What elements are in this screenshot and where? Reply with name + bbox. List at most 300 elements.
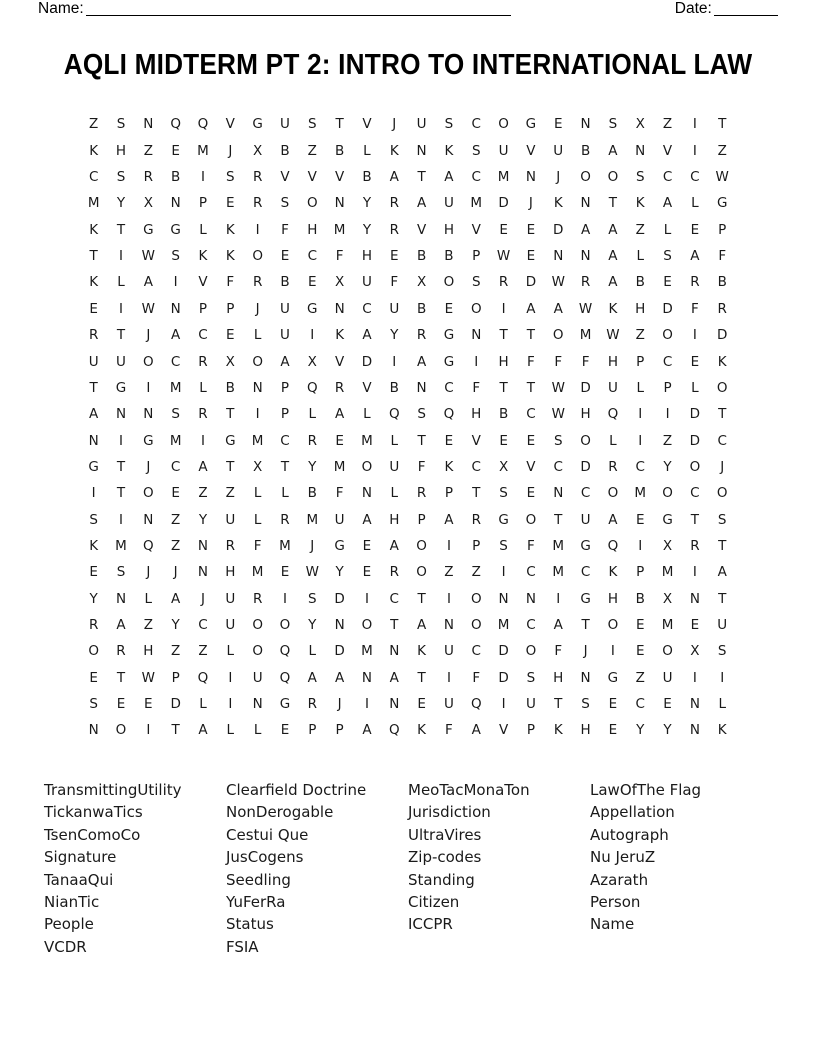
grid-letter[interactable]: G (143, 432, 154, 449)
grid-letter[interactable]: G (580, 537, 591, 554)
grid-letter[interactable]: L (363, 142, 371, 159)
grid-letter[interactable]: D (361, 353, 373, 370)
grid-letter[interactable]: O (252, 248, 263, 265)
grid-letter[interactable]: Q (306, 379, 318, 396)
grid-letter[interactable]: O (498, 116, 509, 133)
grid-letter[interactable]: M (361, 432, 373, 449)
grid-letter[interactable]: U (280, 327, 290, 344)
grid-letter[interactable]: R (143, 169, 154, 186)
grid-letter[interactable]: K (553, 722, 563, 739)
grid-letter[interactable]: J (146, 564, 151, 581)
grid-letter[interactable]: R (225, 537, 235, 554)
grid-letter[interactable]: N (635, 142, 646, 159)
grid-letter[interactable]: D (689, 406, 701, 423)
grid-letter[interactable]: E (526, 248, 536, 265)
grid-letter[interactable]: A (280, 353, 290, 370)
grid-letter[interactable]: M (87, 195, 100, 212)
grid-letter[interactable]: I (228, 669, 233, 686)
grid-letter[interactable]: M (197, 142, 209, 159)
grid-letter[interactable]: E (280, 248, 290, 265)
grid-letter[interactable]: S (444, 116, 454, 133)
grid-letter[interactable]: L (636, 248, 644, 265)
grid-letter[interactable]: Z (89, 116, 99, 133)
grid-letter[interactable]: R (334, 379, 345, 396)
grid-letter[interactable]: R (717, 300, 727, 317)
word-list-item[interactable]: Person (590, 893, 641, 912)
grid-letter[interactable]: N (143, 511, 154, 528)
grid-letter[interactable]: Q (388, 406, 400, 423)
grid-letter[interactable]: N (197, 564, 209, 581)
grid-letter[interactable]: V (280, 169, 290, 186)
word-list-item[interactable]: Seedling (226, 870, 291, 889)
grid-letter[interactable]: F (226, 274, 235, 291)
grid-letter[interactable]: D (580, 379, 591, 396)
grid-letter[interactable]: O (607, 616, 619, 633)
word-list-item[interactable]: YuFerRa (226, 893, 286, 912)
grid-letter[interactable]: T (526, 327, 536, 344)
grid-letter[interactable]: O (662, 485, 673, 502)
grid-letter[interactable]: Z (444, 564, 454, 581)
grid-letter[interactable]: F (390, 274, 399, 291)
grid-letter[interactable]: H (143, 643, 154, 660)
grid-letter[interactable]: C (717, 432, 727, 449)
grid-letter[interactable]: V (225, 116, 235, 133)
grid-letter[interactable]: E (171, 485, 180, 502)
grid-letter[interactable]: A (471, 722, 481, 739)
grid-letter[interactable]: R (389, 564, 399, 581)
grid-letter[interactable]: T (226, 406, 235, 423)
grid-letter[interactable]: T (417, 590, 426, 607)
grid-letter[interactable]: O (115, 722, 127, 739)
grid-letter[interactable]: D (334, 590, 345, 607)
grid-letter[interactable]: I (282, 590, 287, 607)
grid-letter[interactable]: G (334, 537, 345, 554)
grid-letter[interactable]: B (280, 142, 290, 159)
grid-letter[interactable]: S (717, 511, 727, 528)
grid-letter[interactable]: P (308, 722, 317, 739)
grid-letter[interactable]: C (471, 116, 481, 133)
grid-letter[interactable]: B (635, 590, 645, 607)
word-list-item[interactable]: TickanwaTics (44, 803, 143, 822)
grid-letter[interactable]: N (416, 142, 427, 159)
grid-letter[interactable]: J (720, 458, 725, 475)
grid-letter[interactable]: R (389, 195, 399, 212)
grid-letter[interactable]: U (443, 643, 454, 660)
grid-letter[interactable]: F (472, 669, 481, 686)
name-write-line[interactable]: _____________________________________________________ (85, 0, 511, 17)
grid-letter[interactable]: C (471, 458, 481, 475)
grid-letter[interactable]: I (692, 564, 697, 581)
grid-letter[interactable]: S (608, 116, 618, 133)
grid-letter[interactable]: A (334, 406, 345, 423)
grid-letter[interactable]: K (717, 353, 727, 370)
grid-letter[interactable]: X (416, 274, 427, 291)
grid-letter[interactable]: E (335, 432, 344, 449)
grid-letter[interactable]: I (200, 432, 205, 449)
grid-letter[interactable]: Y (198, 511, 208, 528)
word-list-item[interactable]: Cestui Que (226, 825, 309, 844)
grid-letter[interactable]: E (308, 274, 317, 291)
grid-letter[interactable]: U (607, 379, 618, 396)
grid-letter[interactable]: G (662, 511, 673, 528)
grid-letter[interactable]: C (198, 616, 208, 633)
grid-letter[interactable]: C (526, 564, 536, 581)
grid-letter[interactable]: T (499, 327, 508, 344)
grid-letter[interactable]: T (89, 248, 98, 265)
grid-letter[interactable]: M (333, 458, 346, 475)
grid-letter[interactable]: G (252, 116, 263, 133)
grid-letter[interactable]: L (117, 274, 125, 291)
grid-letter[interactable]: D (498, 643, 509, 660)
grid-letter[interactable]: U (225, 511, 236, 528)
grid-letter[interactable]: I (310, 327, 315, 344)
grid-letter[interactable]: R (608, 458, 618, 475)
word-list-item[interactable]: Name (590, 915, 635, 934)
grid-letter[interactable]: E (499, 432, 508, 449)
grid-letter[interactable]: T (417, 432, 426, 449)
grid-letter[interactable]: I (638, 432, 643, 449)
grid-letter[interactable]: O (470, 300, 482, 317)
grid-letter[interactable]: M (579, 327, 592, 344)
grid-letter[interactable]: F (581, 353, 590, 370)
grid-letter[interactable]: H (553, 669, 564, 686)
grid-letter[interactable]: M (169, 432, 182, 449)
grid-letter[interactable]: T (116, 669, 126, 686)
grid-letter[interactable]: G (143, 221, 154, 238)
grid-letter[interactable]: O (88, 643, 99, 660)
grid-letter[interactable]: A (198, 722, 208, 739)
grid-letter[interactable]: T (116, 221, 126, 238)
grid-letter[interactable]: M (497, 169, 510, 186)
grid-letter[interactable]: M (497, 616, 510, 633)
grid-letter[interactable]: R (690, 274, 700, 291)
grid-letter[interactable]: F (554, 643, 563, 660)
grid-letter[interactable]: E (171, 142, 180, 159)
grid-letter[interactable]: W (551, 406, 565, 423)
grid-letter[interactable]: H (307, 221, 318, 238)
grid-letter[interactable]: W (715, 169, 729, 186)
word-list-item[interactable]: TanaaQui (44, 870, 114, 889)
grid-letter[interactable]: U (280, 300, 290, 317)
grid-letter[interactable]: M (661, 616, 674, 633)
grid-letter[interactable]: F (281, 221, 289, 238)
grid-letter[interactable]: Z (662, 432, 673, 449)
grid-letter[interactable]: B (307, 485, 317, 502)
grid-letter[interactable]: S (116, 169, 126, 186)
grid-letter[interactable]: Z (662, 116, 673, 133)
grid-letter[interactable]: N (443, 616, 454, 633)
grid-letter[interactable]: R (690, 537, 700, 554)
grid-letter[interactable]: T (526, 379, 536, 396)
grid-letter[interactable]: H (115, 142, 127, 159)
grid-letter[interactable]: I (638, 406, 643, 423)
grid-letter[interactable]: C (635, 458, 645, 475)
grid-letter[interactable]: C (88, 169, 99, 186)
grid-letter[interactable]: K (417, 722, 427, 739)
grid-letter[interactable]: E (362, 564, 372, 581)
grid-letter[interactable]: T (417, 169, 426, 186)
grid-letter[interactable]: N (170, 195, 181, 212)
word-list-item[interactable]: NonDerogable (226, 803, 334, 822)
grid-letter[interactable]: I (146, 379, 151, 396)
grid-letter[interactable]: M (251, 432, 264, 449)
grid-letter[interactable]: V (471, 221, 481, 238)
grid-letter[interactable]: U (416, 116, 427, 133)
grid-letter[interactable]: O (470, 590, 482, 607)
grid-letter[interactable]: K (89, 142, 99, 159)
grid-letter[interactable]: S (171, 406, 180, 423)
grid-letter[interactable]: Q (279, 643, 291, 660)
grid-letter[interactable]: A (362, 511, 372, 528)
grid-letter[interactable]: R (116, 643, 126, 660)
grid-letter[interactable]: C (444, 379, 454, 396)
grid-letter[interactable]: Z (635, 669, 645, 686)
grid-letter[interactable]: N (580, 195, 591, 212)
grid-letter[interactable]: V (662, 142, 673, 159)
grid-letter[interactable]: I (692, 142, 697, 159)
grid-letter[interactable]: T (171, 722, 180, 739)
grid-letter[interactable]: H (607, 590, 618, 607)
grid-letter[interactable]: P (472, 537, 481, 554)
grid-letter[interactable]: E (608, 722, 618, 739)
word-list-item[interactable]: Standing (408, 870, 475, 889)
grid-letter[interactable]: K (225, 248, 235, 265)
grid-letter[interactable]: J (310, 537, 315, 554)
grid-letter[interactable]: T (335, 116, 344, 133)
grid-letter[interactable]: L (390, 432, 399, 449)
grid-letter[interactable]: D (717, 327, 728, 344)
grid-letter[interactable]: C (307, 248, 317, 265)
grid-letter[interactable]: Y (362, 221, 372, 238)
grid-letter[interactable]: E (690, 353, 700, 370)
grid-letter[interactable]: O (716, 379, 728, 396)
grid-letter[interactable]: C (553, 458, 563, 475)
grid-letter[interactable]: N (143, 116, 154, 133)
grid-letter[interactable]: C (198, 327, 208, 344)
grid-letter[interactable]: I (638, 537, 643, 554)
grid-letter[interactable]: U (389, 458, 400, 475)
grid-letter[interactable]: A (307, 669, 317, 686)
grid-letter[interactable]: K (417, 643, 427, 660)
grid-letter[interactable]: O (470, 616, 482, 633)
grid-letter[interactable]: U (252, 669, 263, 686)
grid-letter[interactable]: A (580, 221, 591, 238)
grid-letter[interactable]: L (281, 485, 289, 502)
grid-letter[interactable]: S (499, 537, 508, 554)
grid-letter[interactable]: T (718, 406, 727, 423)
grid-letter[interactable]: G (307, 300, 318, 317)
grid-letter[interactable]: I (610, 643, 615, 660)
grid-letter[interactable]: V (334, 353, 345, 370)
grid-letter[interactable]: A (334, 669, 345, 686)
grid-letter[interactable]: R (252, 195, 263, 212)
grid-letter[interactable]: G (170, 221, 181, 238)
grid-letter[interactable]: K (608, 300, 618, 317)
grid-letter[interactable]: A (416, 616, 427, 633)
grid-letter[interactable]: F (691, 300, 699, 317)
grid-letter[interactable]: R (416, 485, 427, 502)
grid-letter[interactable]: Q (143, 537, 154, 554)
grid-letter[interactable]: I (255, 221, 260, 238)
grid-letter[interactable]: T (116, 485, 126, 502)
grid-letter[interactable]: L (636, 379, 644, 396)
grid-letter[interactable]: W (141, 248, 155, 265)
grid-letter[interactable]: E (690, 221, 700, 238)
grid-letter[interactable]: W (606, 327, 620, 344)
grid-letter[interactable]: P (198, 300, 208, 317)
grid-letter[interactable]: L (226, 722, 235, 739)
grid-letter[interactable]: G (225, 432, 236, 449)
grid-letter[interactable]: I (446, 590, 451, 607)
grid-letter[interactable]: A (608, 248, 618, 265)
grid-letter[interactable]: U (88, 353, 99, 370)
grid-letter[interactable]: R (252, 274, 263, 291)
grid-letter[interactable]: E (526, 485, 536, 502)
grid-letter[interactable]: N (197, 537, 209, 554)
grid-letter[interactable]: E (553, 116, 563, 133)
grid-letter[interactable]: E (526, 221, 536, 238)
grid-letter[interactable]: G (443, 353, 455, 370)
grid-letter[interactable]: E (444, 432, 454, 449)
grid-letter[interactable]: N (580, 669, 591, 686)
grid-letter[interactable]: M (552, 564, 565, 581)
grid-letter[interactable]: F (527, 537, 535, 554)
grid-letter[interactable]: V (334, 169, 345, 186)
grid-letter[interactable]: M (279, 537, 291, 554)
grid-letter[interactable]: I (446, 537, 451, 554)
grid-letter[interactable]: O (443, 274, 455, 291)
grid-letter[interactable]: N (689, 590, 700, 607)
grid-letter[interactable]: Y (663, 722, 672, 739)
grid-letter[interactable]: A (389, 669, 399, 686)
grid-letter[interactable]: X (662, 537, 673, 554)
grid-letter[interactable]: L (253, 485, 262, 502)
grid-letter[interactable]: F (445, 722, 453, 739)
grid-letter[interactable]: Z (171, 511, 181, 528)
grid-letter[interactable]: V (416, 221, 427, 238)
word-list-item[interactable]: Signature (44, 848, 117, 867)
grid-letter[interactable]: F (253, 537, 262, 554)
grid-letter[interactable]: R (88, 327, 99, 344)
grid-letter[interactable]: I (501, 564, 506, 581)
grid-letter[interactable]: J (173, 564, 178, 581)
grid-letter[interactable]: O (552, 327, 564, 344)
grid-letter[interactable]: M (333, 221, 346, 238)
grid-letter[interactable]: O (607, 485, 619, 502)
grid-letter[interactable]: Y (116, 195, 126, 212)
grid-letter[interactable]: T (718, 590, 727, 607)
grid-letter[interactable]: E (280, 564, 290, 581)
grid-letter[interactable]: P (335, 722, 344, 739)
grid-letter[interactable]: M (251, 564, 264, 581)
grid-letter[interactable]: L (144, 590, 153, 607)
grid-letter[interactable]: I (392, 353, 397, 370)
grid-letter[interactable]: Z (171, 643, 181, 660)
grid-letter[interactable]: L (308, 643, 317, 660)
grid-letter[interactable]: W (141, 669, 155, 686)
grid-letter[interactable]: N (334, 195, 345, 212)
grid-letter[interactable]: O (361, 458, 373, 475)
grid-letter[interactable]: N (498, 590, 509, 607)
grid-letter[interactable]: H (471, 406, 482, 423)
word-list-item[interactable]: Status (226, 915, 274, 934)
grid-letter[interactable]: O (689, 458, 701, 475)
grid-letter[interactable]: T (116, 458, 126, 475)
grid-letter[interactable]: E (417, 695, 426, 712)
grid-letter[interactable]: I (228, 695, 233, 712)
grid-letter[interactable]: R (88, 616, 99, 633)
grid-letter[interactable]: I (364, 590, 369, 607)
grid-letter[interactable]: N (580, 248, 591, 265)
grid-letter[interactable]: O (525, 643, 537, 660)
grid-letter[interactable]: S (308, 590, 317, 607)
grid-letter[interactable]: K (335, 327, 345, 344)
grid-letter[interactable]: A (608, 221, 618, 238)
grid-letter[interactable]: I (119, 248, 123, 265)
grid-letter[interactable]: N (525, 590, 536, 607)
grid-letter[interactable]: K (89, 221, 99, 238)
grid-letter[interactable]: X (334, 274, 345, 291)
grid-letter[interactable]: C (280, 432, 290, 449)
grid-letter[interactable]: O (279, 616, 291, 633)
grid-letter[interactable]: O (416, 564, 427, 581)
grid-letter[interactable]: F (417, 458, 426, 475)
word-list-item[interactable]: Jurisdiction (408, 803, 491, 822)
word-search-grid[interactable] (80, 112, 736, 744)
grid-letter[interactable]: E (362, 537, 372, 554)
grid-letter[interactable]: B (280, 274, 290, 291)
grid-letter[interactable]: S (499, 485, 508, 502)
grid-letter[interactable]: L (253, 722, 262, 739)
grid-letter[interactable]: I (255, 406, 260, 423)
grid-letter[interactable]: Y (171, 616, 180, 633)
grid-letter[interactable]: G (580, 590, 591, 607)
grid-letter[interactable]: M (661, 564, 674, 581)
grid-letter[interactable]: S (663, 248, 672, 265)
grid-letter[interactable]: A (362, 327, 372, 344)
grid-letter[interactable]: B (362, 169, 372, 186)
grid-letter[interactable]: R (307, 432, 317, 449)
grid-letter[interactable]: V (526, 458, 536, 475)
grid-letter[interactable]: Y (663, 458, 672, 475)
grid-letter[interactable]: F (527, 353, 535, 370)
grid-letter[interactable]: P (663, 379, 672, 396)
word-list-item[interactable]: TransmittingUtility (44, 781, 182, 799)
grid-letter[interactable]: J (583, 643, 588, 660)
grid-letter[interactable]: A (662, 195, 673, 212)
grid-letter[interactable]: W (141, 300, 155, 317)
grid-letter[interactable]: E (116, 695, 126, 712)
grid-letter[interactable]: T (718, 116, 727, 133)
grid-letter[interactable]: T (718, 537, 727, 554)
grid-letter[interactable]: S (280, 195, 290, 212)
grid-letter[interactable]: L (663, 221, 672, 238)
grid-letter[interactable]: I (119, 511, 123, 528)
grid-letter[interactable]: U (580, 511, 591, 528)
grid-letter[interactable]: O (306, 195, 318, 212)
grid-letter[interactable]: N (115, 590, 127, 607)
word-list-item[interactable]: Zip-codes (408, 848, 482, 867)
grid-letter[interactable]: C (580, 564, 591, 581)
grid-letter[interactable]: G (115, 379, 127, 396)
grid-letter[interactable]: Z (198, 643, 208, 660)
grid-letter[interactable]: E (635, 511, 645, 528)
grid-letter[interactable]: A (389, 537, 399, 554)
grid-letter[interactable]: B (416, 248, 427, 265)
grid-letter[interactable]: U (225, 590, 236, 607)
grid-letter[interactable]: N (689, 695, 700, 712)
grid-letter[interactable]: F (335, 248, 344, 265)
